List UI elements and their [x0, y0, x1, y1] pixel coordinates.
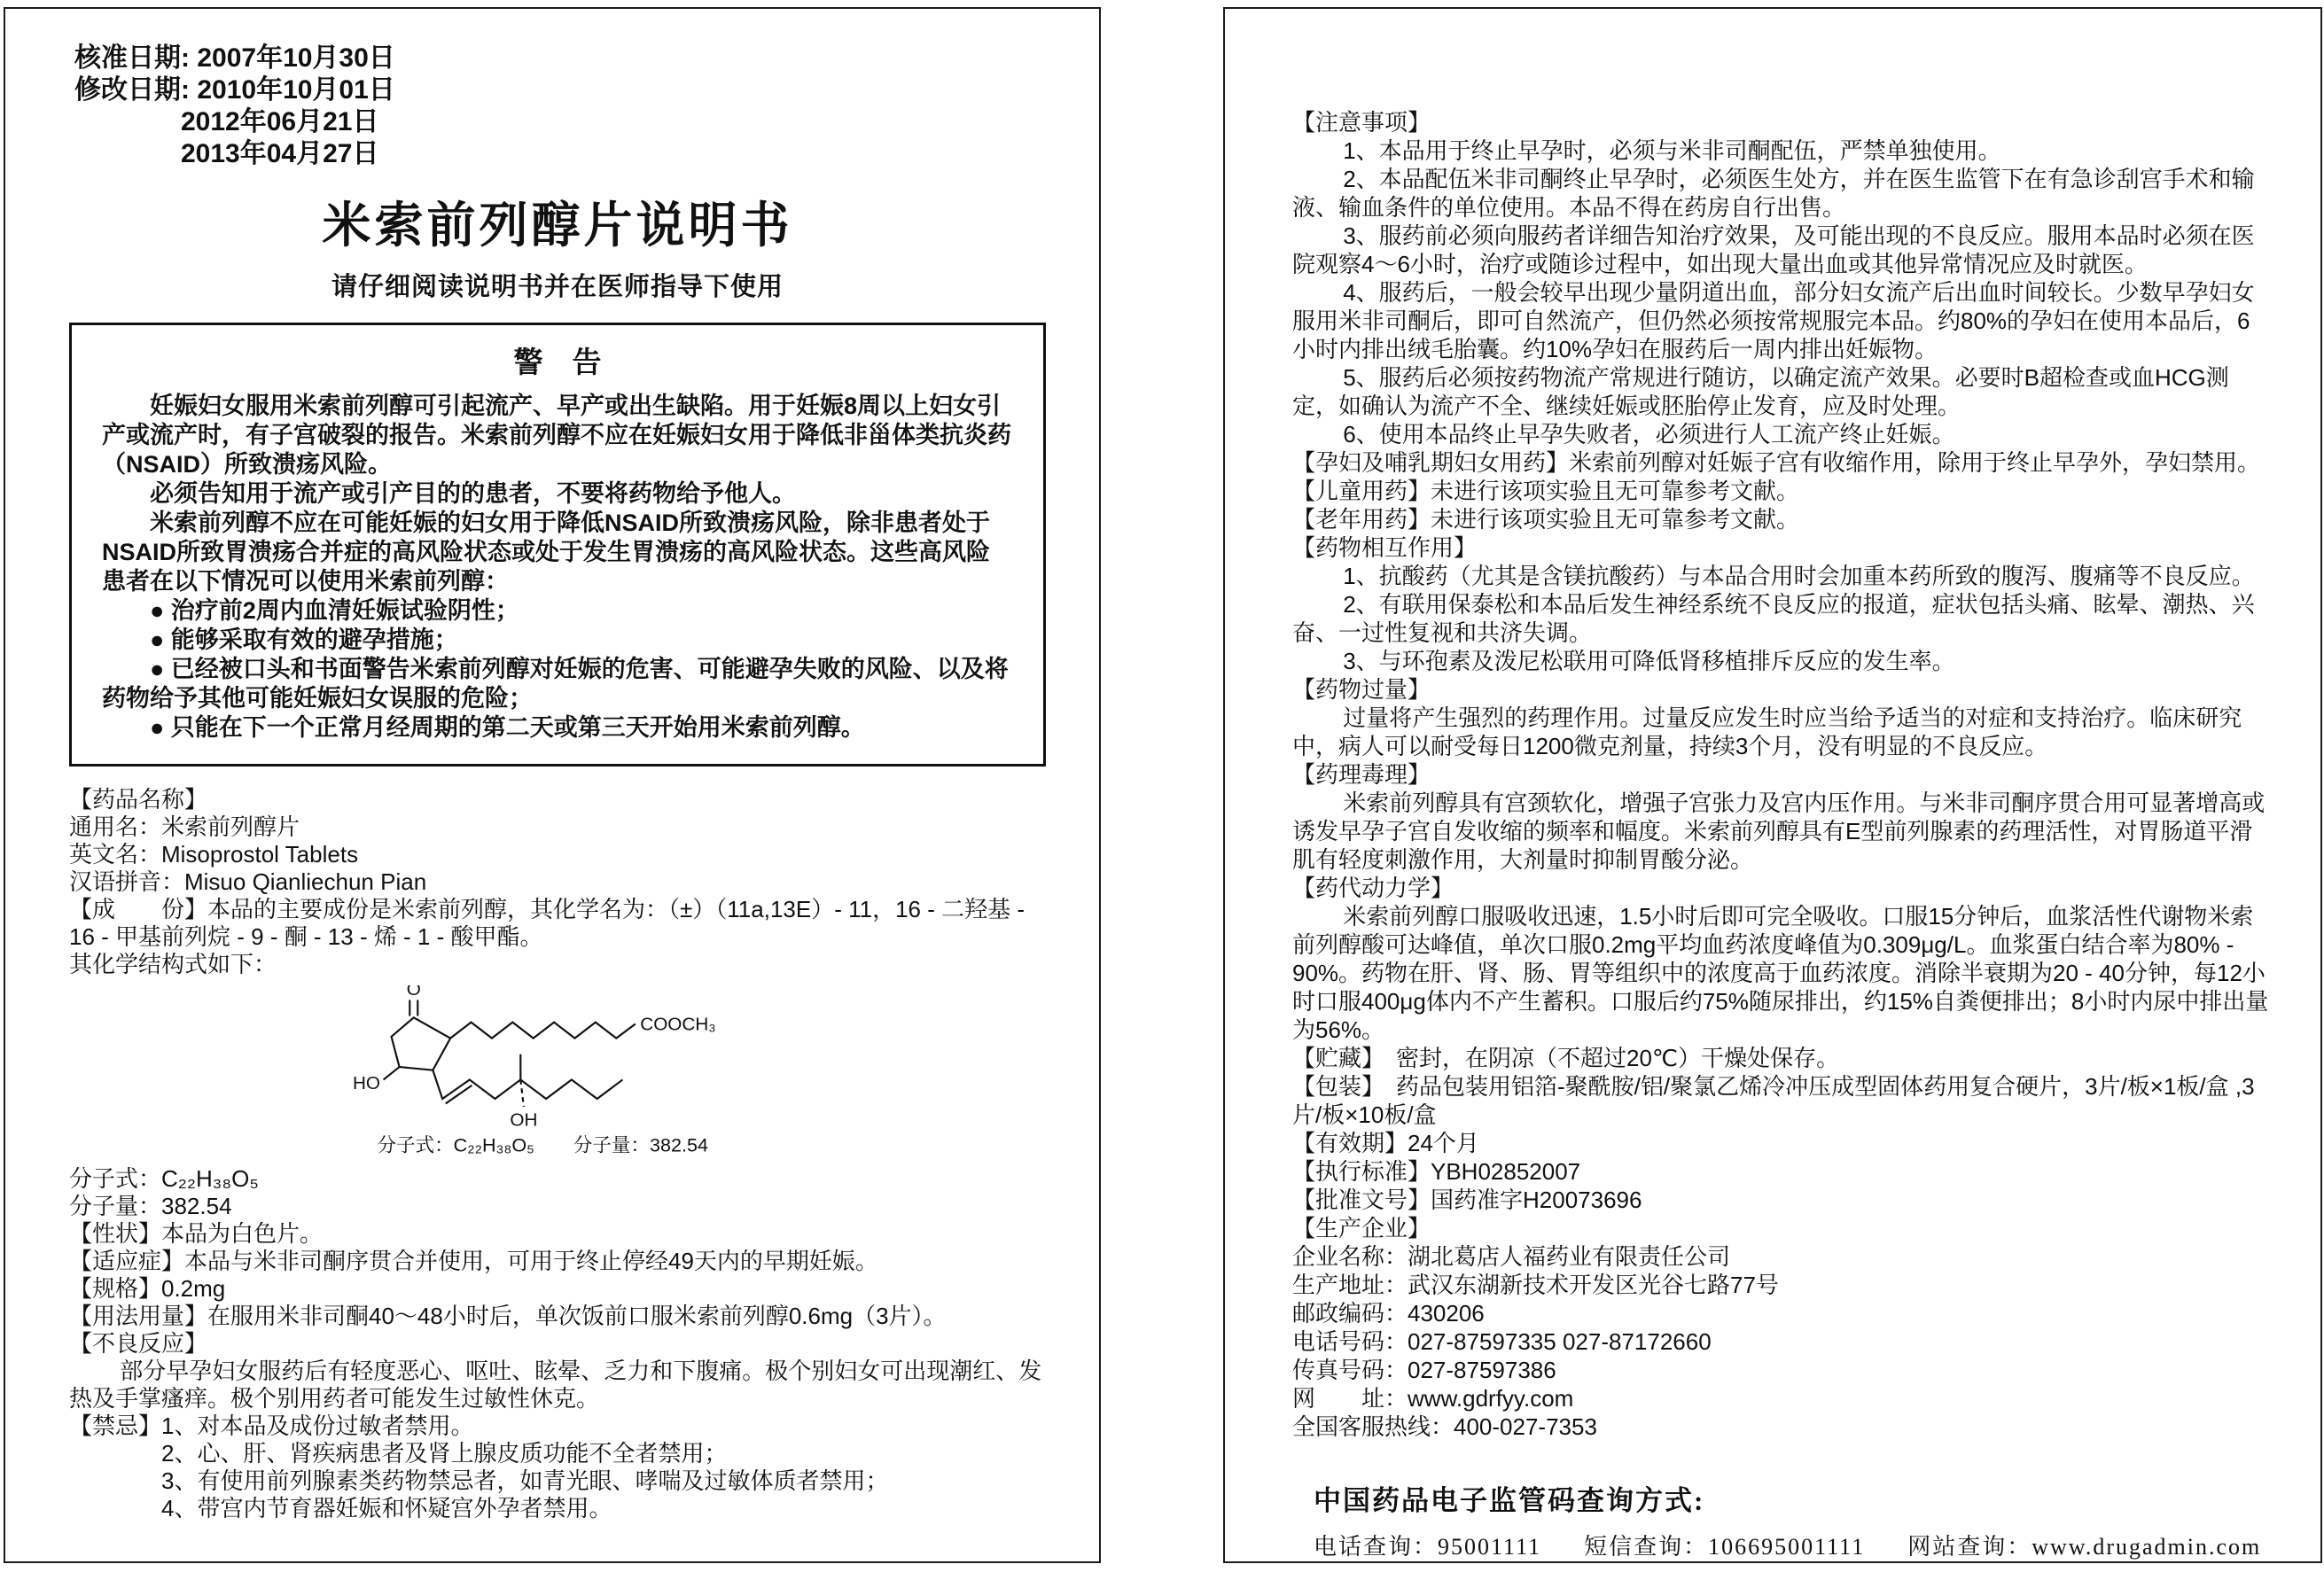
page-subtitle: 请仔细阅读说明书并在医师指导下使用	[331, 273, 784, 301]
sec-pharmacology-heading: 【药理毒理】	[1292, 761, 1431, 788]
page-left	[4, 7, 1101, 1563]
sec-description: 【性状】本品为白色片。	[69, 1220, 324, 1247]
hydroxyl-ho-label: HO	[352, 1073, 380, 1094]
contraindication-2: 2、心、肝、肾疾病患者及肾上腺皮质功能不全者禁用；	[161, 1440, 728, 1467]
revision-date-3: 2013年04月27日	[181, 139, 379, 168]
adverse-reactions-para: 部分早孕妇女服药后有轻度恶心、呕吐、眩晕、乏力和下腹痛。极个别妇女可出现潮红、发热及手掌瘙痒。极个别用药者可能发生过敏性休克。	[69, 1358, 1042, 1412]
page-title: 米索前列醇片说明书	[322, 198, 793, 253]
sec-geriatric: 【老年用药】未进行该项实验且无可靠参考文献。	[1292, 506, 1800, 533]
company-name: 企业名称：湖北葛店人福药业有限责任公司	[1292, 1243, 1731, 1270]
web-query: 网站查询：www.drugadmin.com	[1907, 1534, 2262, 1560]
sec-indications: 【适应症】本品与米非司酮序贯合并使用，可用于终止停经49天内的早期妊娠。	[69, 1248, 878, 1274]
warning-bullet-3: ● 已经被口头和书面警告米索前列醇对妊娠的危害、可能避孕失败的风险、以及将药物给予其他可能妊娠妇女误服的危险；	[102, 656, 1009, 712]
ketone-oxygen-label: O	[406, 985, 421, 1000]
contraindication-4: 4、带宫内节育器妊娠和怀疑宫外孕者禁用。	[161, 1495, 612, 1521]
chemical-structure-drawing	[324, 985, 785, 1157]
revision-date-1: 修改日期: 2010年10月01日	[74, 75, 395, 105]
warning-body	[102, 392, 1013, 743]
sms-query: 短信查询：106695001111	[1584, 1534, 1866, 1560]
warning-box	[69, 323, 1046, 767]
sec-pediatric: 【儿童用药】未进行该项实验且无可靠参考文献。	[1292, 478, 1800, 504]
precaution-1: 1、本品用于终止早孕时，必须与米非司酮配伍，严禁单独使用。	[1343, 137, 2001, 164]
regulatory-code-queries	[1314, 1529, 2271, 1561]
interaction-1: 1、抗酸药（尤其是含镁抗酸药）与本品合用时会加重本药所致的腹泻、腹痛等不良反应。	[1343, 563, 2255, 589]
precaution-6: 6、使用本品终止早孕失败者，必须进行人工流产终止妊娠。	[1343, 421, 1955, 447]
sec-overdose-heading: 【药物过量】	[1292, 676, 1431, 703]
warning-bullet-1: ● 治疗前2周内血清妊娠试验阴性；	[150, 597, 519, 624]
chemical-structure-figure	[324, 985, 1046, 1162]
generic-name: 通用名：米索前列醇片	[69, 813, 300, 840]
date-block	[74, 43, 1046, 170]
warning-para-1: 妊娠妇女服用米索前列醇可引起流产、早产或出生缺陷。用于妊娠8周以上妇女引产或流产时，有子宫破裂的报告。米索前列醇不应在妊娠妇女用于降低非甾体类抗炎药（NSAID）所致溃疡风险。	[102, 393, 1011, 478]
figure-weight-label: 分子量：382.54	[573, 1133, 709, 1156]
english-name: 英文名：Misoprostol Tablets	[69, 841, 359, 868]
sec-shelf-life: 【有效期】24个月	[1292, 1130, 1479, 1156]
sec-strength: 【规格】0.2mg	[69, 1275, 226, 1302]
fax-number: 传真号码：027-87597386	[1292, 1357, 1556, 1383]
sec-manufacturer-heading: 【生产企业】	[1292, 1215, 1431, 1241]
warning-title: 警 告	[513, 346, 602, 378]
phone-numbers: 电话号码：027-87597335 027-87172660	[1292, 1328, 1712, 1355]
precaution-5: 5、服药后必须按药物流产常规进行随访，以确定流产效果。必要时B超检查或血HCG测定，如确认为流产不全、继续妊娠或胚胎停止发育，应及时处理。	[1292, 364, 2229, 419]
sec-pharmacokinetics-heading: 【药代动力学】	[1292, 875, 1454, 901]
sec-drug-name-heading: 【药品名称】	[69, 786, 208, 813]
pharmacokinetics-para: 米索前列醇口服吸收迅速，1.5小时后即可完全吸收。口服15分钟后，血浆活性代谢物米索前列醇酸可达峰值，单次口服0.2mg平均血药浓度峰值为0.309μg/L。血浆蛋白结合率为80% - 90%。药物在肝、肾、肠、胃等组织中的浓度高于血药浓度。消除半衰期为20 - 40分钟，每12小时口服400μg体内不产生蓄积。口服后约75%随尿排出，约15%自粪便排出；8小时内尿中排出量为56%。	[1292, 903, 2269, 1043]
sec-packaging: 【包装】 药品包装用铝箔-聚酰胺/铝/聚氯乙烯冷冲压成型固体药用复合硬片，3片/板×1板/盒 ,3片/板×10板/盒	[1292, 1073, 2255, 1128]
precaution-2: 2、本品配伍米非司酮终止早孕时，必须医生处方，并在医生监管下在有急诊刮宫手术和输液、输血条件的单位使用。本品不得在药房自行出售。	[1292, 166, 2255, 221]
page-right	[1223, 7, 2322, 1563]
molecular-weight: 分子量：382.54	[69, 1193, 232, 1219]
molecular-formula: 分子式：C₂₂H₃₈O₅	[69, 1165, 259, 1192]
drug-name-section	[69, 786, 1046, 978]
ester-group-label: COOCH₃	[640, 1014, 716, 1035]
interaction-2: 2、有联用保泰松和本品后发生神经系统不良反应的报道，症状包括头痛、眩晕、潮热、兴奋、一过性复视和共济失调。	[1292, 591, 2255, 646]
sec-adverse-reactions-heading: 【不良反应】	[69, 1330, 208, 1357]
service-hotline: 全国客服热线：400-027-7353	[1292, 1413, 1597, 1440]
warning-para-2: 必须告知用于流产或引产目的的患者，不要将药物给予他人。	[150, 480, 796, 507]
company-address: 生产地址：武汉东湖新技术开发区光谷七路77号	[1292, 1272, 1779, 1298]
revision-date-2: 2012年06月21日	[181, 107, 379, 136]
regulatory-code-footer	[1314, 1478, 2271, 1561]
pharmacology-para: 米索前列醇具有宫颈软化，增强子宫张力及宫内压作用。与米非司酮序贯合用可显著增高或诱发早孕子宫自发收缩的频率和幅度。米索前列醇具有E型前列腺素的药理活性，对胃肠道平滑肌有轻度刺激作用，大剂量时抑制胃酸分泌。	[1292, 790, 2266, 873]
sec-pregnancy-lactation: 【孕妇及哺乳期妇女用药】米索前列醇对妊娠子宫有收缩作用，除用于终止早孕外，孕妇禁用。	[1292, 449, 2261, 476]
sec-standard: 【执行标准】YBH02852007	[1292, 1158, 1581, 1185]
phone-query: 电话查询：95001111	[1314, 1534, 1542, 1560]
sec-approval-number: 【批准文号】国药准字H20073696	[1292, 1187, 1642, 1213]
precaution-3: 3、服药前必须向服药者详细告知治疗效果，及可能出现的不良反应。服用本品时必须在医院观察4～6小时，治疗或随诊过程中，如出现大量出血或其他异常情况应及时就医。	[1292, 222, 2255, 277]
left-sections	[69, 1165, 1046, 1522]
hydroxyl-oh-label: OH	[510, 1109, 538, 1131]
warning-bullet-4: ● 只能在下一个正常月经周期的第二天或第三天开始用米索前列醇。	[150, 714, 865, 741]
approval-date: 核准日期: 2007年10月30日	[74, 43, 395, 73]
sec-contraindications: 【禁忌】1、对本品及成份过敏者禁用。	[69, 1412, 474, 1439]
overdose-para: 过量将产生强烈的药理作用。过量反应发生时应当给予适当的对症和支持治疗。临床研究中，病人可以耐受每日1200微克剂量，持续3个月，没有明显的不良反应。	[1292, 704, 2242, 759]
sec-interactions-heading: 【药物相互作用】	[1292, 534, 1478, 561]
right-sections	[1292, 108, 2271, 1441]
sec-composition: 【成 份】本品的主要成份是米索前列醇，其化学名为：（±）（11a,13E）- 11，16 - 二羟基 - 16 - 甲基前列烷 - 9 - 酮 - 13 - 烯 - 1 - 酸甲酯。	[69, 896, 1032, 950]
structure-intro: 其化学结构式如下：	[69, 951, 277, 977]
warning-bullet-2: ● 能够采取有效的避孕措施；	[150, 626, 458, 653]
postal-code: 邮政编码：430206	[1292, 1300, 1485, 1327]
sec-storage: 【贮藏】 密封，在阴凉（不超过20℃）干燥处保存。	[1292, 1045, 1840, 1071]
contraindication-3: 3、有使用前列腺素类药物禁忌者，如青光眼、哮喘及过敏体质者禁用；	[161, 1467, 889, 1494]
pinyin-name: 汉语拼音：Misuo Qianliechun Pian	[69, 868, 427, 895]
figure-formula-label: 分子式：C₂₂H₃₈O₅	[377, 1133, 534, 1156]
interaction-3: 3、与环孢素及泼尼松联用可降低肾移植排斥反应的发生率。	[1343, 648, 1955, 674]
sec-precautions-heading: 【注意事项】	[1292, 109, 1431, 136]
warning-para-3: 米索前列醇不应在可能妊娠的妇女用于降低NSAID所致溃疡风险，除非患者处于NSAID所致胃溃疡合并症的高风险状态或处于发生胃溃疡的高风险状态。这些高风险患者在以下情况可以使用米索前列醇：	[102, 510, 991, 595]
precaution-4: 4、服药后，一般会较早出现少量阴道出血，部分妇女流产后出血时间较长。少数早孕妇女服用米非司酮后，即可自然流产，但仍然必须按常规服完本品。约80%的孕妇在使用本品后，6小时内排出绒毛胎囊。约10%孕妇在服药后一周内排出妊娠物。	[1292, 279, 2255, 362]
sec-dosage: 【用法用量】在服用米非司酮40～48小时后，单次饭前口服米索前列醇0.6mg（3片）。	[69, 1303, 947, 1329]
regulatory-code-title: 中国药品电子监管码查询方式:	[1314, 1485, 1705, 1516]
website: 网 址：www.gdrfyy.com	[1292, 1385, 1574, 1412]
